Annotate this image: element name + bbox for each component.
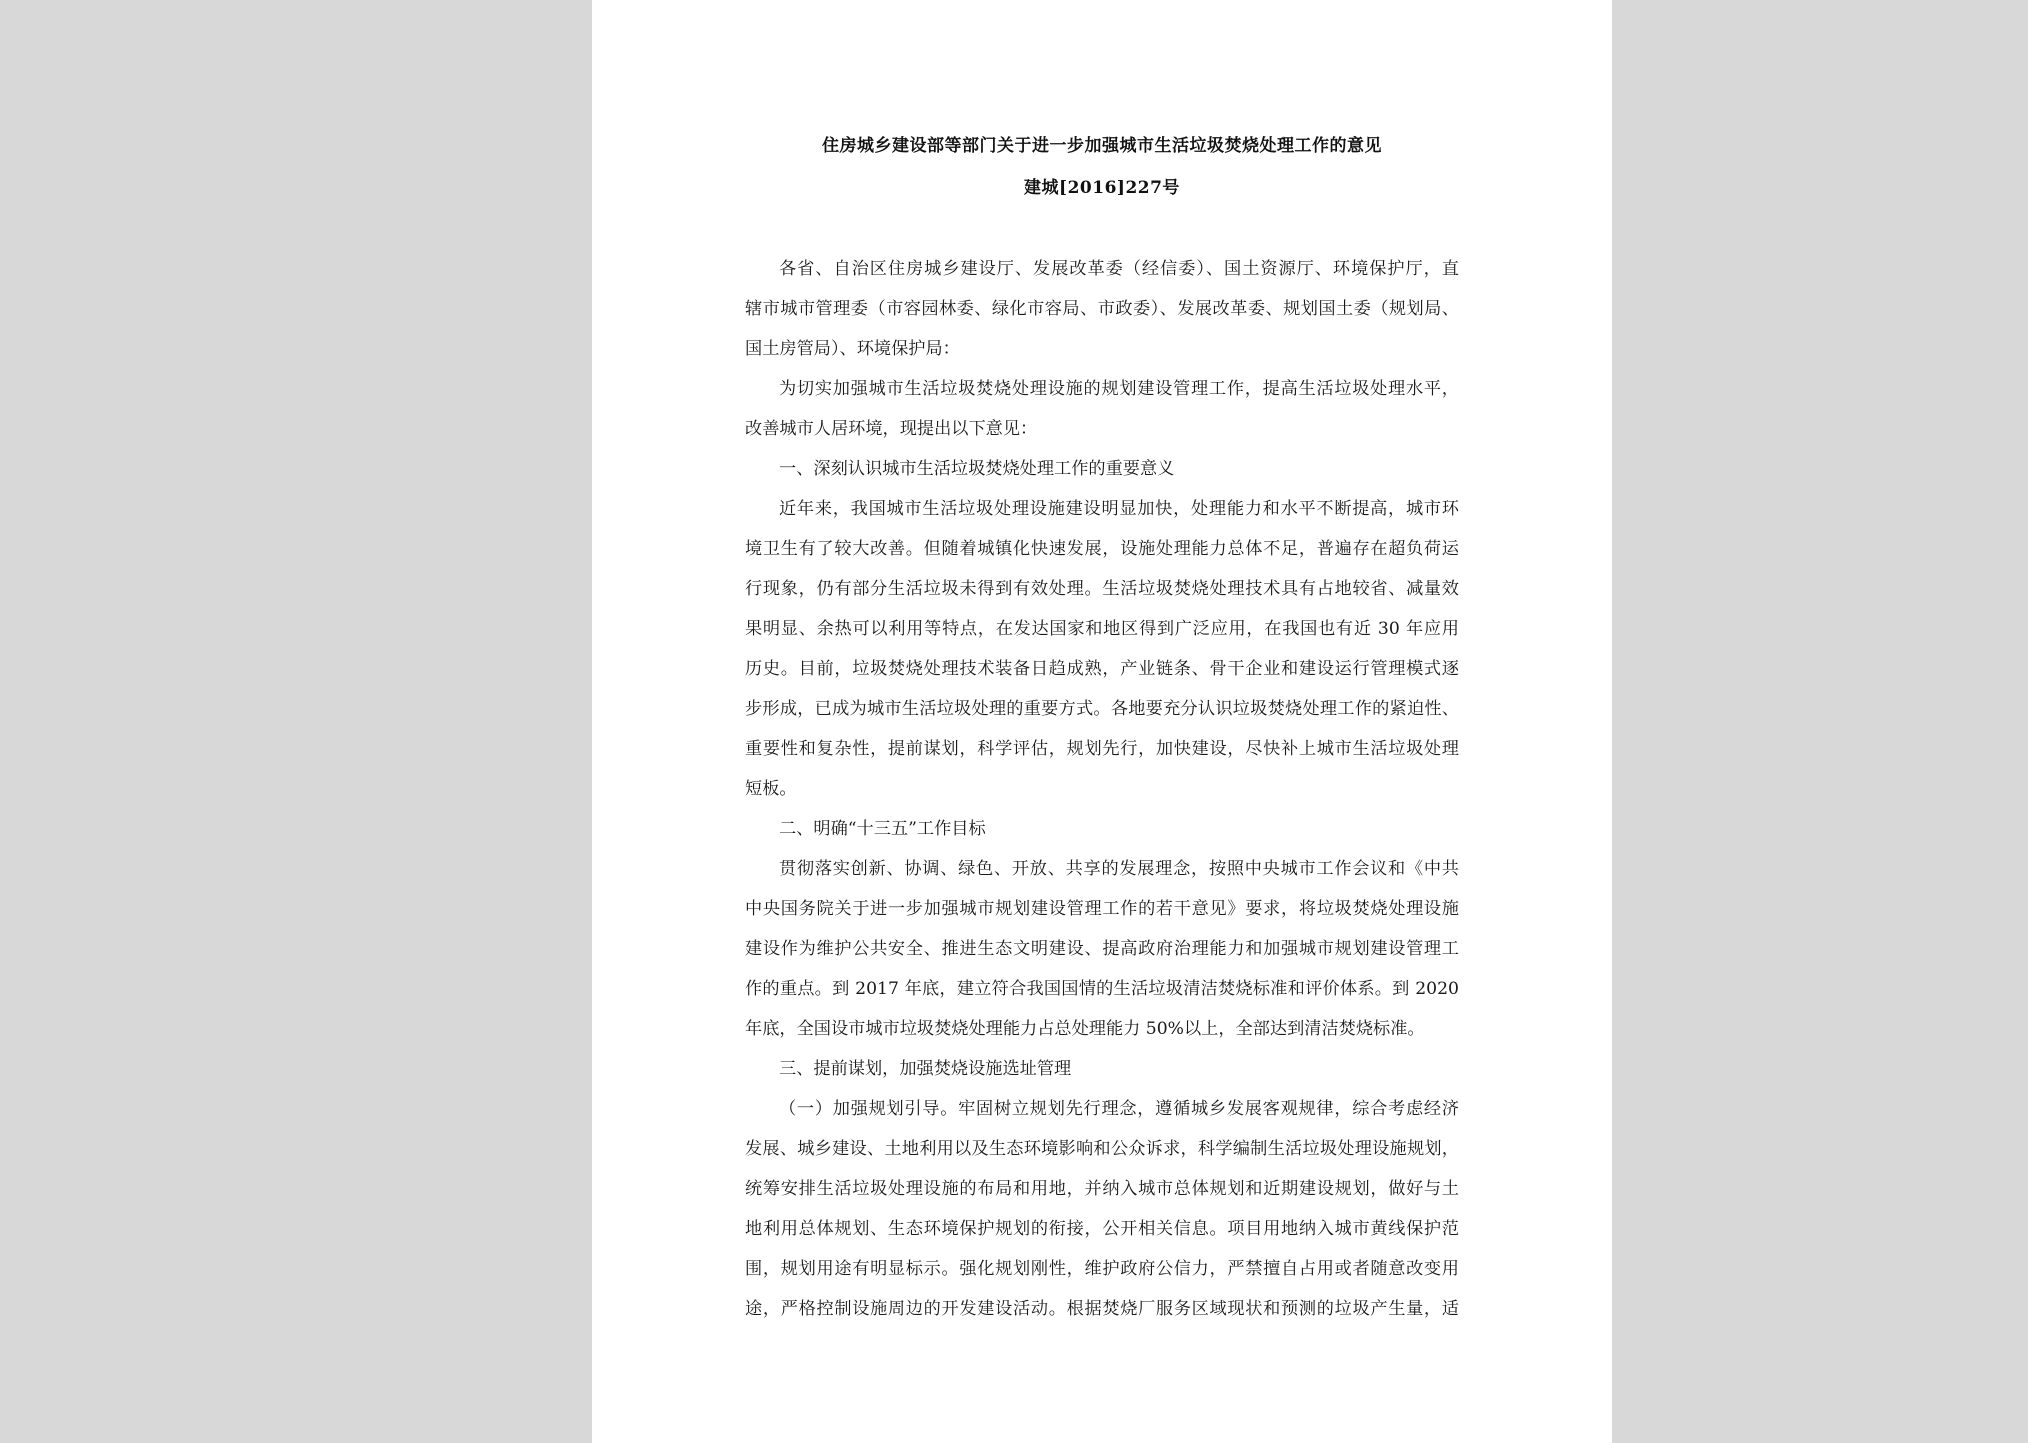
body-line: 辖市城市管理委（市容园林委、绿化市容局、市政委）、发展改革委、规划国土委（规划局、 — [745, 299, 1459, 319]
body-line: 短板。 — [745, 779, 797, 799]
body-line: 建设作为维护公共安全、推进生态文明建设、提高政府治理能力和加强城市规划建设管理工 — [745, 939, 1459, 959]
body-line: 三、提前谋划，加强焚烧设施选址管理 — [779, 1059, 1072, 1079]
body-line: 地利用总体规划、生态环境保护规划的衔接，公开相关信息。项目用地纳入城市黄线保护范 — [745, 1219, 1459, 1239]
body-line: 一、深刻认识城市生活垃圾焚烧处理工作的重要意义 — [779, 459, 1175, 479]
body-line: 统筹安排生活垃圾处理设施的布局和用地，并纳入城市总体规划和近期建设规划，做好与土 — [745, 1179, 1459, 1199]
body-line: 近年来，我国城市生活垃圾处理设施建设明显加快，处理能力和水平不断提高，城市环 — [779, 499, 1459, 519]
body-line: 重要性和复杂性，提前谋划，科学评估，规划先行，加快建设，尽快补上城市生活垃圾处理 — [745, 739, 1459, 759]
document-body — [745, 249, 1459, 1329]
body-line: 步形成，已成为城市生活垃圾处理的重要方式。各地要充分认识垃圾焚烧处理工作的紧迫性、 — [745, 699, 1459, 719]
body-line: 历史。目前，垃圾焚烧处理技术装备日趋成熟，产业链条、骨干企业和建设运行管理模式逐 — [745, 659, 1459, 679]
document-title: 住房城乡建设部等部门关于进一步加强城市生活垃圾焚烧处理工作的意见 — [822, 136, 1382, 156]
body-line: 中央国务院关于进一步加强城市规划建设管理工作的若干意见》要求，将垃圾焚烧处理设施 — [745, 899, 1459, 919]
body-line: 贯彻落实创新、协调、绿色、开放、共享的发展理念，按照中央城市工作会议和《中共 — [779, 859, 1459, 879]
body-line: 果明显、余热可以利用等特点，在发达国家和地区得到广泛应用，在我国也有近 30 年应用 — [745, 619, 1459, 639]
body-line: 发展、城乡建设、土地利用以及生态环境影响和公众诉求，科学编制生活垃圾处理设施规划， — [745, 1139, 1459, 1159]
body-line: 二、明确“十三五”工作目标 — [779, 819, 986, 839]
body-line: 境卫生有了较大改善。但随着城镇化快速发展，设施处理能力总体不足，普遍存在超负荷运 — [745, 539, 1459, 559]
body-line: 围，规划用途有明显标示。强化规划刚性，维护政府公信力，严禁擅自占用或者随意改变用 — [745, 1259, 1459, 1279]
body-line: （一）加强规划引导。牢固树立规划先行理念，遵循城乡发展客观规律，综合考虑经济 — [779, 1099, 1459, 1119]
body-line: 作的重点。到 2017 年底，建立符合我国国情的生活垃圾清洁焚烧标准和评价体系。到 2020 — [745, 979, 1459, 999]
body-line: 年底，全国设市城市垃圾焚烧处理能力占总处理能力 50%以上，全部达到清洁焚烧标准。 — [745, 1019, 1425, 1039]
body-line: 改善城市人居环境，现提出以下意见： — [745, 419, 1038, 439]
body-line: 各省、自治区住房城乡建设厅、发展改革委（经信委）、国土资源厅、环境保护厅，直 — [779, 259, 1459, 279]
body-line: 为切实加强城市生活垃圾焚烧处理设施的规划建设管理工作，提高生活垃圾处理水平， — [779, 379, 1459, 399]
document-page — [592, 0, 1612, 1443]
body-line: 途，严格控制设施周边的开发建设活动。根据焚烧厂服务区域现状和预测的垃圾产生量，适 — [745, 1299, 1459, 1319]
body-line: 行现象，仍有部分生活垃圾未得到有效处理。生活垃圾焚烧处理技术具有占地较省、减量效 — [745, 579, 1459, 599]
body-line: 国土房管局）、环境保护局： — [745, 339, 960, 359]
document-number: 建城[2016]227号 — [1024, 178, 1180, 198]
